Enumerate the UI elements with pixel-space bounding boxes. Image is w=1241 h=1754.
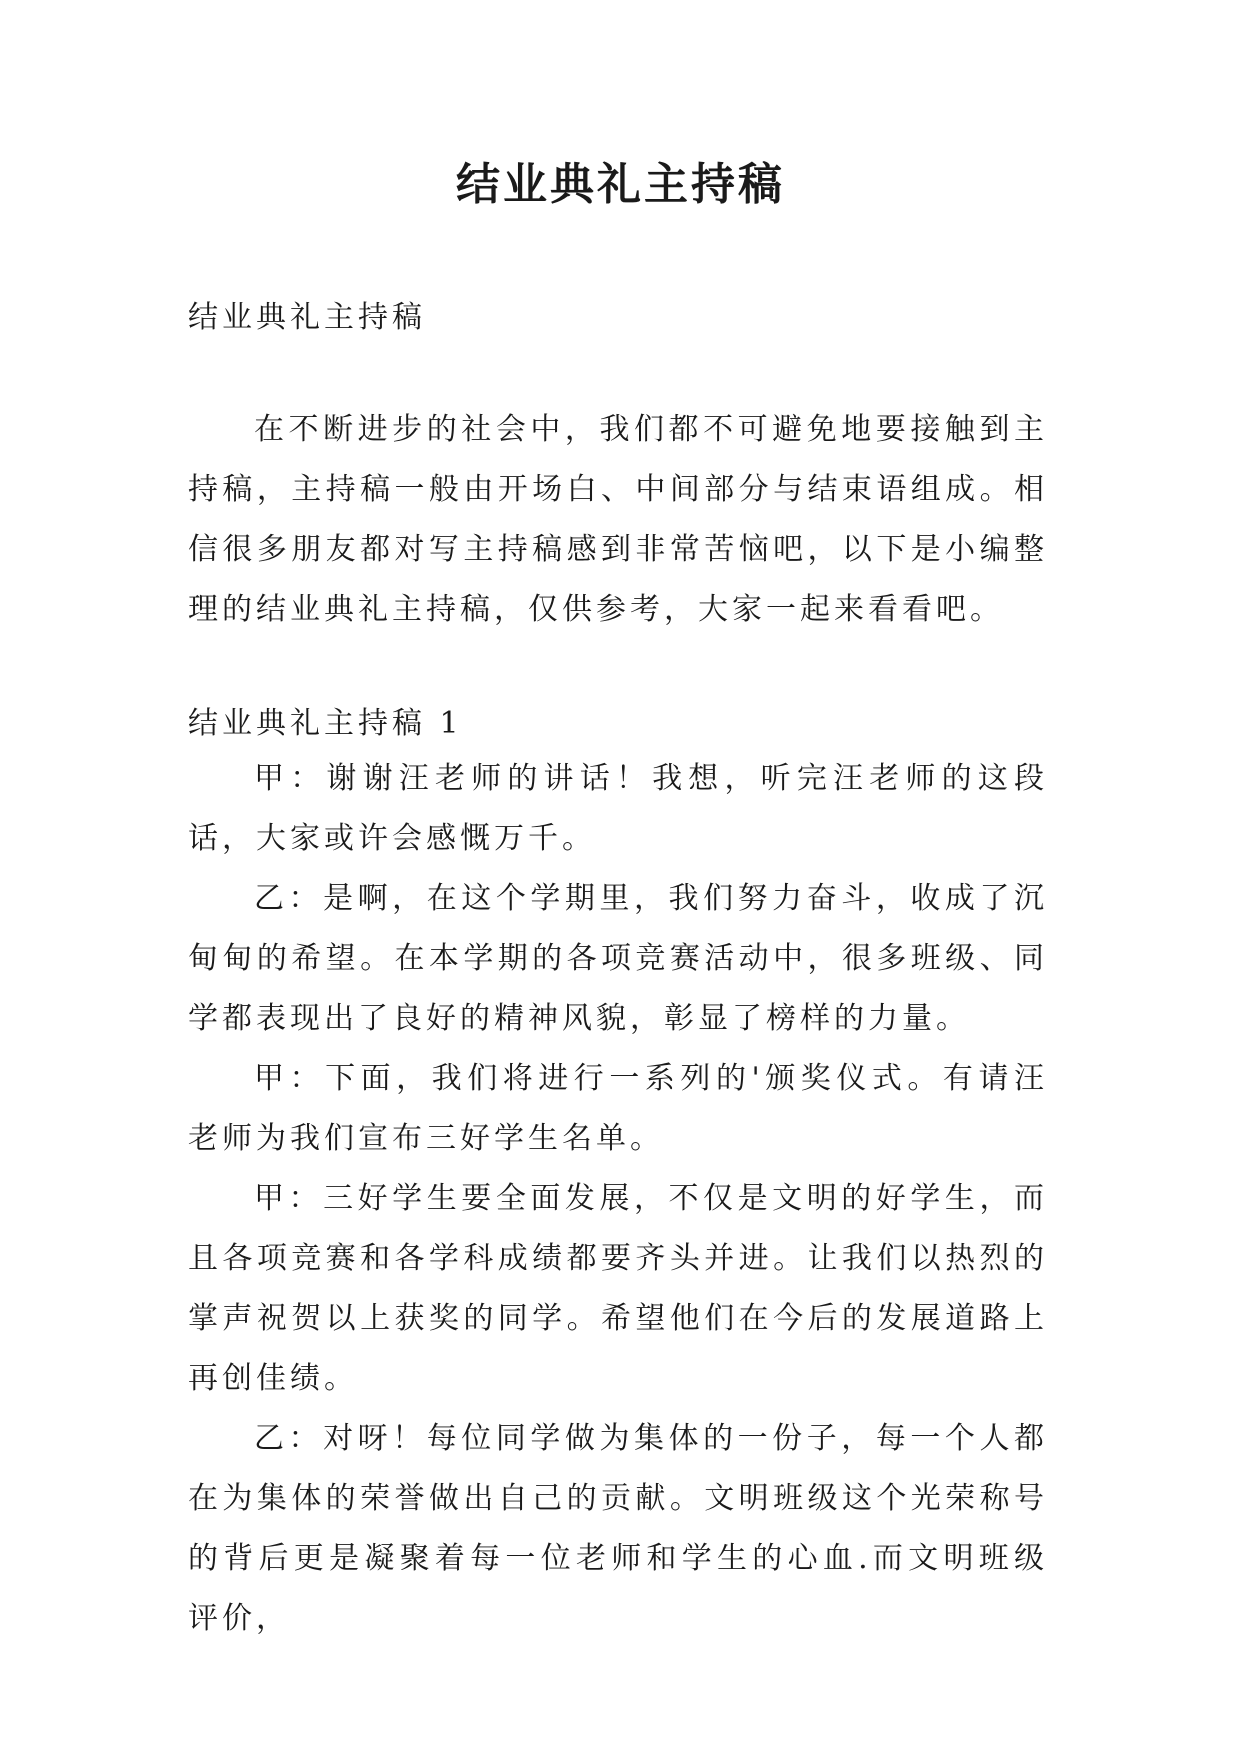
body-paragraph: 甲：谢谢汪老师的讲话！我想，听完汪老师的这段话，大家或许会感慨万千。 bbox=[188, 761, 1048, 856]
document-subtitle: 结业典礼主持稿 bbox=[188, 300, 426, 335]
body-paragraph: 甲：三好学生要全面发展，不仅是文明的好学生，而且各项竞赛和各学科成绩都要齐头并进。让我们以热烈的掌声祝贺以上获奖的同学。希望他们在今后的发展道路上再创佳绩。 bbox=[188, 1181, 1048, 1396]
section-heading: 结业典礼主持稿 1 bbox=[188, 706, 463, 741]
body-paragraph: 乙：对呀！每位同学做为集体的一份子，每一个人都在为集体的荣誉做出自己的贡献。文明班级这个光荣称号的背后更是凝聚着每一位老师和学生的心血.而文明班级评价， bbox=[188, 1421, 1048, 1636]
document-title: 结业典礼主持稿 bbox=[456, 159, 785, 210]
body-paragraph: 甲：下面，我们将进行一系列的'颁奖仪式。有请汪老师为我们宣布三好学生名单。 bbox=[188, 1061, 1048, 1156]
intro-paragraph: 在不断进步的社会中，我们都不可避免地要接触到主持稿，主持稿一般由开场白、中间部分与结束语组成。相信很多朋友都对写主持稿感到非常苦恼吧，以下是小编整理的结业典礼主持稿，仅供参考，大家一起来看看吧。 bbox=[188, 412, 1048, 627]
body-paragraphs bbox=[188, 749, 1048, 1649]
body-paragraph: 乙：是啊，在这个学期里，我们努力奋斗，收成了沉甸甸的希望。在本学期的各项竞赛活动中，很多班级、同学都表现出了良好的精神风貌，彰显了榜样的力量。 bbox=[188, 881, 1048, 1036]
